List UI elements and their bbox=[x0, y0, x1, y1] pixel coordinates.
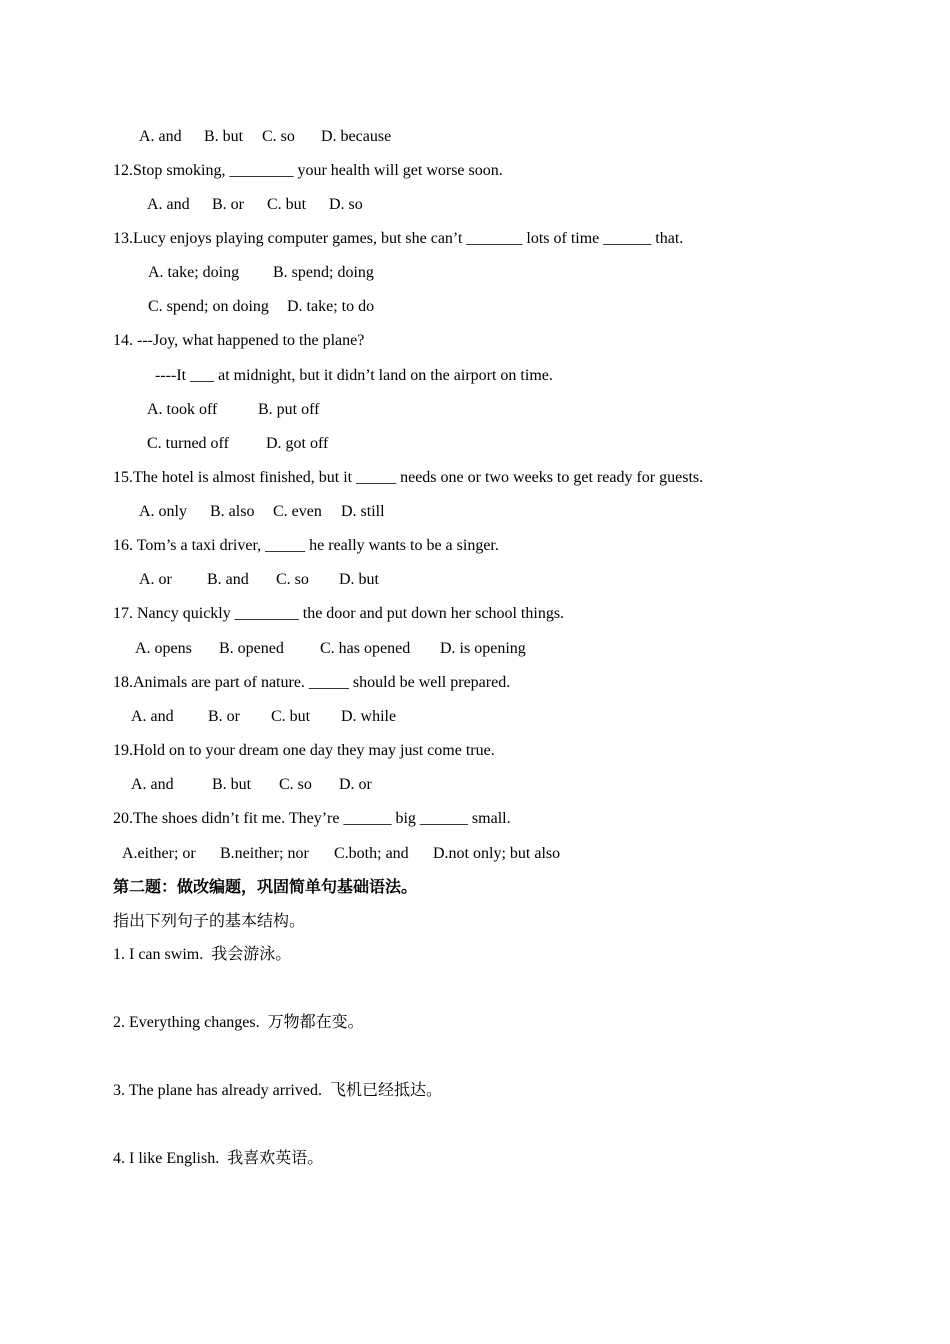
section2-item-4: 4. I like English. 我喜欢英语。 bbox=[113, 1150, 324, 1167]
q16-option-c: C. so bbox=[276, 571, 309, 588]
q17-option-d: D. is opening bbox=[440, 640, 526, 657]
q19-option-d: D. or bbox=[339, 776, 372, 793]
section2-item-2: 2. Everything changes. 万物都在变。 bbox=[113, 1014, 364, 1031]
q17-stem: 17. Nancy quickly ________ the door and put down her school things. bbox=[113, 605, 565, 622]
q13-option-c: C. spend; on doing bbox=[148, 298, 269, 315]
q12-option-d: D. so bbox=[329, 196, 363, 213]
section2-heading: 第二题：做改编题，巩固简单句基础语法。 bbox=[113, 879, 418, 896]
q19-option-a: A. and bbox=[131, 776, 174, 793]
q20-option-a: A.either; or bbox=[122, 845, 196, 862]
q13-option-d: D. take; to do bbox=[287, 298, 375, 315]
q16-option-b: B. and bbox=[207, 571, 249, 588]
q12-stem: 12.Stop smoking, ________ your health will get worse soon. bbox=[113, 162, 503, 179]
q19-stem: 19.Hold on to your dream one day they may just come true. bbox=[113, 742, 495, 759]
q13-option-b: B. spend; doing bbox=[273, 264, 374, 281]
q18-option-b: B. or bbox=[208, 708, 240, 725]
q17-option-a: A. opens bbox=[135, 640, 192, 657]
q15-option-b: B. also bbox=[210, 503, 255, 520]
q14-option-b: B. put off bbox=[258, 401, 320, 418]
section2-item-3: 3. The plane has already arrived. 飞机已经抵达。 bbox=[113, 1082, 442, 1099]
q16-option-d: D. but bbox=[339, 571, 379, 588]
q14-stem-response: ----It ___ at midnight, but it didn’t land on the airport on time. bbox=[155, 367, 553, 384]
q20-option-c: C.both; and bbox=[334, 845, 409, 862]
q12-option-c: C. but bbox=[267, 196, 307, 213]
q14-option-a: A. took off bbox=[147, 401, 218, 418]
q17-option-b: B. opened bbox=[219, 640, 284, 657]
q16-stem: 16. Tom’s a taxi driver, _____ he really wants to be a singer. bbox=[113, 537, 499, 554]
q18-stem: 18.Animals are part of nature. _____ should be well prepared. bbox=[113, 674, 511, 691]
q19-option-b: B. but bbox=[212, 776, 252, 793]
section2-item-1: 1. I can swim. 我会游泳。 bbox=[113, 946, 292, 963]
q14-option-d: D. got off bbox=[266, 435, 329, 452]
q18-option-d: D. while bbox=[341, 708, 397, 725]
q15-stem: 15.The hotel is almost finished, but it _____ needs one or two weeks to get ready for guests. bbox=[113, 469, 704, 486]
q15-option-d: D. still bbox=[341, 503, 385, 520]
q20-stem: 20.The shoes didn’t fit me. They’re ______ big ______ small. bbox=[113, 810, 511, 827]
q18-option-c: C. but bbox=[271, 708, 311, 725]
q17-option-c: C. has opened bbox=[320, 640, 411, 657]
q14-stem: 14. ---Joy, what happened to the plane? bbox=[113, 332, 365, 349]
q20-option-b: B.neither; nor bbox=[220, 845, 309, 862]
q11-option-c: C. so bbox=[262, 128, 295, 145]
q18-option-a: A. and bbox=[131, 708, 174, 725]
q11-option-a: A. and bbox=[139, 128, 182, 145]
q13-stem: 13.Lucy enjoys playing computer games, but she can’t _______ lots of time ______ that. bbox=[113, 230, 684, 247]
q13-option-a: A. take; doing bbox=[148, 264, 240, 281]
q12-option-b: B. or bbox=[212, 196, 244, 213]
q11-option-b: B. but bbox=[204, 128, 244, 145]
q11-option-d: D. because bbox=[321, 128, 392, 145]
q15-option-c: C. even bbox=[273, 503, 322, 520]
q16-option-a: A. or bbox=[139, 571, 172, 588]
q14-option-c: C. turned off bbox=[147, 435, 229, 452]
q20-option-d: D.not only; but also bbox=[433, 845, 561, 862]
section2-instruction: 指出下列句子的基本结构。 bbox=[113, 913, 306, 930]
q15-option-a: A. only bbox=[139, 503, 187, 520]
q19-option-c: C. so bbox=[279, 776, 312, 793]
q12-option-a: A. and bbox=[147, 196, 190, 213]
